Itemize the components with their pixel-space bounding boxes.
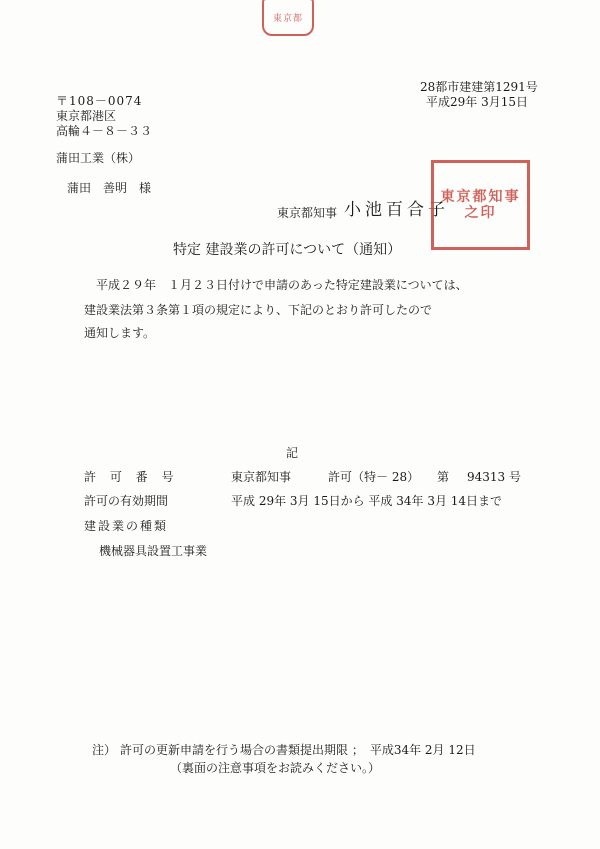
issuer-name: 小池百合子 bbox=[344, 200, 449, 220]
note-line-1: 許可の更新申請を行う場合の書類提出期限 ； 平成34年 2月 12日 bbox=[120, 743, 476, 757]
construction-type-value: 機械器具設置工事業 bbox=[99, 544, 208, 558]
recipient-address-street: 高輪４－８－３３ bbox=[56, 124, 153, 138]
note-line-2: （裏面の注意事項をお読みください。） bbox=[170, 761, 381, 775]
document-subject: 特定 建設業の許可について（通知） bbox=[173, 242, 402, 258]
body-line-3: 通知します。 bbox=[84, 326, 156, 340]
issuer-title: 東京都知事 bbox=[277, 206, 338, 220]
recipient-person: 蒲田 善明 様 bbox=[67, 181, 152, 195]
body-line-2: 建設業法第３条第１項の規定により、下記のとおり許可したので bbox=[84, 303, 433, 317]
top-seal-stamp bbox=[262, 0, 314, 36]
document-number: 28都市建建第1291号 bbox=[420, 80, 538, 94]
permit-number-label: 許 可 番 号 bbox=[84, 470, 179, 484]
recipient-company: 蒲田工業（株） bbox=[56, 151, 141, 165]
permit-number-type: 許可（特－ 28） bbox=[328, 470, 420, 484]
ki-heading: 記 bbox=[286, 446, 299, 460]
document-date: 平成29年 3月15日 bbox=[426, 95, 528, 109]
validity-period-label: 許可の有効期間 bbox=[84, 494, 169, 508]
permit-number-authority: 東京都知事 bbox=[231, 470, 292, 484]
recipient-address-ward: 東京都港区 bbox=[56, 109, 117, 123]
body-line-1: 平成２９年 １月２３日付けで申請のあった特定建設業については、 bbox=[96, 278, 468, 292]
governor-official-seal bbox=[431, 160, 530, 250]
top-seal-text: 東京都 bbox=[272, 13, 303, 24]
note-label: 注） bbox=[92, 743, 117, 757]
permit-number-value: 94313 号 bbox=[467, 470, 521, 484]
validity-period-value: 平成 29年 3月 15日から 平成 34年 3月 14日まで bbox=[231, 494, 503, 508]
seal-text-line-2: 之印 bbox=[464, 205, 497, 221]
permit-number-prefix: 第 bbox=[437, 470, 450, 484]
seal-text-line-1: 東京都知事 bbox=[440, 188, 521, 205]
recipient-postal-code: 〒108－0074 bbox=[56, 94, 143, 108]
construction-type-label: 建設業の種類 bbox=[84, 519, 169, 533]
